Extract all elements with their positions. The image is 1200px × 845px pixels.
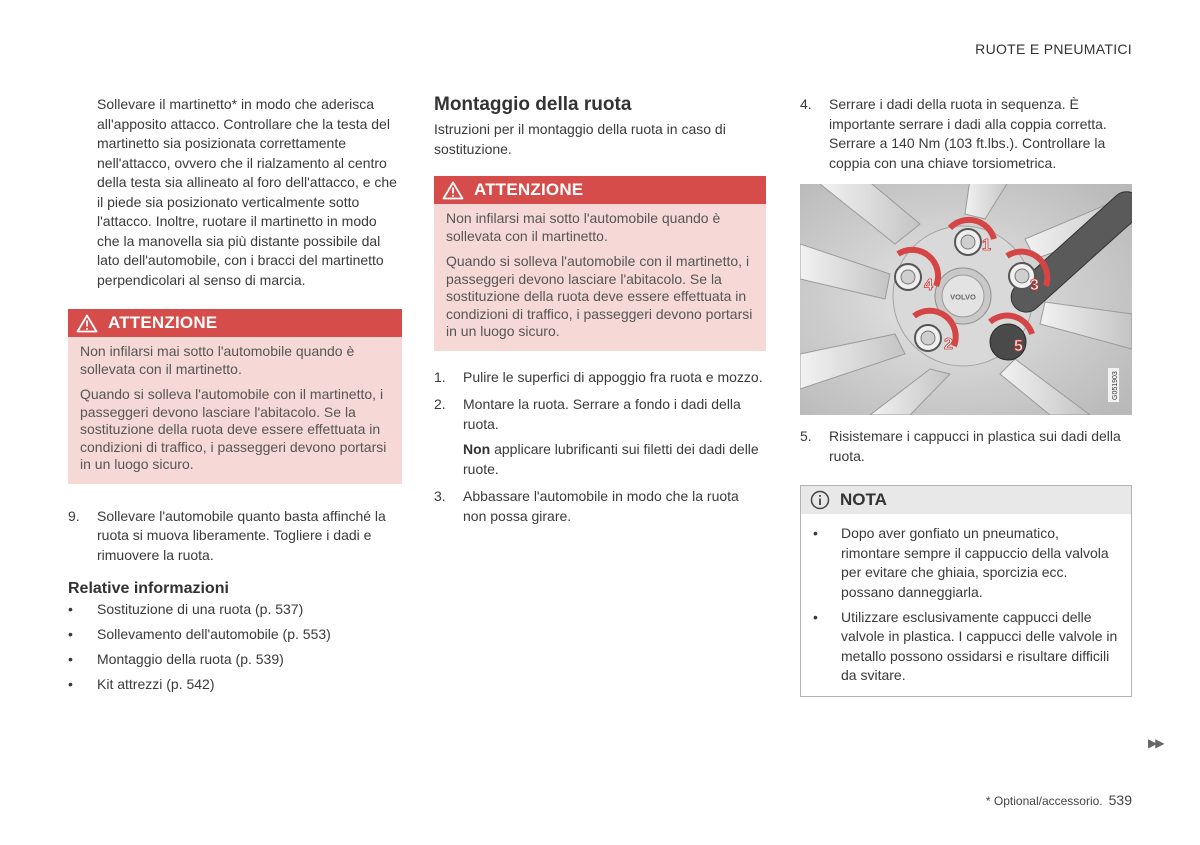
note-header (801, 486, 1131, 514)
warning-box (68, 309, 402, 484)
step-5 (800, 427, 1132, 466)
step-number: 4. (800, 96, 812, 112)
step-4 (800, 95, 1132, 173)
wheel-nut-sequence-figure (800, 184, 1132, 415)
step-text: Sollevare l'automobile quanto basta affinché la ruota si muova liberamente. Togliere i dadi e rimuovere la ruota. (97, 507, 386, 563)
steps-list (434, 368, 766, 527)
step-2 (434, 395, 766, 434)
wheel-illustration (800, 184, 1132, 415)
step-text: Pulire le superfici di appoggio fra ruota e mozzo. (463, 368, 763, 385)
related-link[interactable]: • Kit attrezzi (p. 542) (68, 675, 402, 695)
optional-accessory-note: * Optional/accessorio. (985, 794, 1103, 808)
section-title: Montaggio della ruota (434, 94, 632, 115)
section-intro: Istruzioni per il montaggio della ruota in caso di sostituzione. (434, 121, 726, 157)
related-link[interactable]: • Sollevamento dell'automobile (p. 553) (68, 625, 402, 645)
warning-text-2: Quando si solleva l'automobile con il martinetto, i passeggeri devono lasciare l'abitacolo. Se la sostituzione della ruota deve essere effettuata in condizioni di traffico, i passeggeri devono portarsi in un luogo sicuro. (446, 253, 753, 339)
column-2 (434, 93, 766, 534)
info-icon (810, 490, 830, 510)
volvo-logo-text: VOLVO (950, 292, 976, 302)
step-text: Risistemare i cappucci in plastica sui dadi della ruota. (829, 428, 1121, 464)
warning-text-2: Quando si solleva l'automobile con il martinetto, i passeggeri devono lasciare l'abitacolo. Se la sostituzione della ruota deve essere effettuata in condizioni di traffico, i passeggeri devono portarsi in un luogo sicuro. (80, 386, 387, 472)
warning-header (434, 176, 766, 204)
warning-title: ATTENZIONE (474, 180, 584, 200)
nut-label: 3 (1030, 277, 1039, 294)
warning-title: ATTENZIONE (108, 313, 218, 333)
nut-label: 4 (924, 277, 933, 294)
warning-box (434, 176, 766, 351)
step-1 (434, 368, 766, 388)
related-link[interactable]: • Sostituzione di una ruota (p. 537) (68, 600, 402, 620)
step-number: 9. (68, 507, 80, 524)
related-links-list (68, 600, 402, 695)
page-number: 539 (1108, 792, 1132, 808)
warning-triangle-icon (442, 181, 464, 200)
step-number: 2. (434, 396, 446, 412)
warning-text-1: Non infilarsi mai sotto l'automobile quando è sollevata con il martinetto. (446, 210, 721, 244)
column-3-lower (800, 427, 1132, 697)
warning-triangle-icon (76, 314, 98, 333)
nut-label: 5 (1014, 338, 1023, 355)
step-number: 3. (434, 488, 446, 504)
figure-code: G051903 (1112, 371, 1119, 400)
step-text: Montare la ruota. Serrare a fondo i dadi della ruota. (463, 396, 741, 432)
jack-instructions-text: Sollevare il martinetto* in modo che aderisca all'apposito attacco. Controllare che la testa del martinetto sia posizionata correttamente nell'attacco, ovvero che il rialzamento al centro della testa sia allineato al foro dell'attacco, e che il piede sia posizionato verticalmente sotto l'attacco. Inoltre, ruotare il martinetto in modo che la manovella sia più distante possibile dal lato dell'automobile, con i bracci del martinetto perpendicolari al senso di marcia. (97, 96, 397, 288)
related-link[interactable]: • Montaggio della ruota (p. 539) (68, 650, 402, 670)
step-number: 5. (800, 428, 812, 444)
continue-arrows-icon: ▶▶ (1148, 736, 1163, 750)
note-box (800, 485, 1132, 697)
related-info-title: Relative informazioni (68, 580, 229, 597)
step-number: 1. (434, 368, 446, 385)
nut-label: 1 (982, 237, 991, 254)
step-2-note-bold: Non (463, 441, 491, 457)
section-header: RUOTE E PNEUMATICI (975, 41, 1132, 57)
footer (986, 791, 1132, 812)
step-9 (68, 507, 402, 566)
nut-label: 2 (944, 336, 953, 353)
step-2-note (434, 440, 766, 479)
note-list (801, 514, 1131, 696)
note-item: • Dopo aver gonfiato un pneumatico, rimontare sempre il cappuccio della valvola per evitare che ghiaia, sporcizia ecc. possano danneggiarla. (813, 524, 1119, 602)
step-3 (434, 487, 766, 526)
step-text: Serrare i dadi della ruota in sequenza. È importante serrare i dadi alla coppia corretta. Serrare a 140 Nm (103 ft.lbs.). Controllare la coppia con una chiave torsiometrica. (829, 96, 1107, 171)
column-3 (800, 95, 1132, 181)
column-1 (68, 95, 402, 700)
warning-text-1: Non infilarsi mai sotto l'automobile quando è sollevata con il martinetto. (80, 343, 355, 377)
step-text: Abbassare l'automobile in modo che la ruota non possa girare. (463, 488, 739, 524)
warning-header (68, 309, 402, 337)
note-title: NOTA (840, 490, 887, 510)
step-2-note-text: applicare lubrificanti sui filetti dei dadi delle ruote. (463, 441, 759, 477)
note-item: • Utilizzare esclusivamente cappucci delle valvole in plastica. I cappucci delle valvole in metallo possono ossidarsi e risultare difficili da svitare. (813, 608, 1119, 686)
